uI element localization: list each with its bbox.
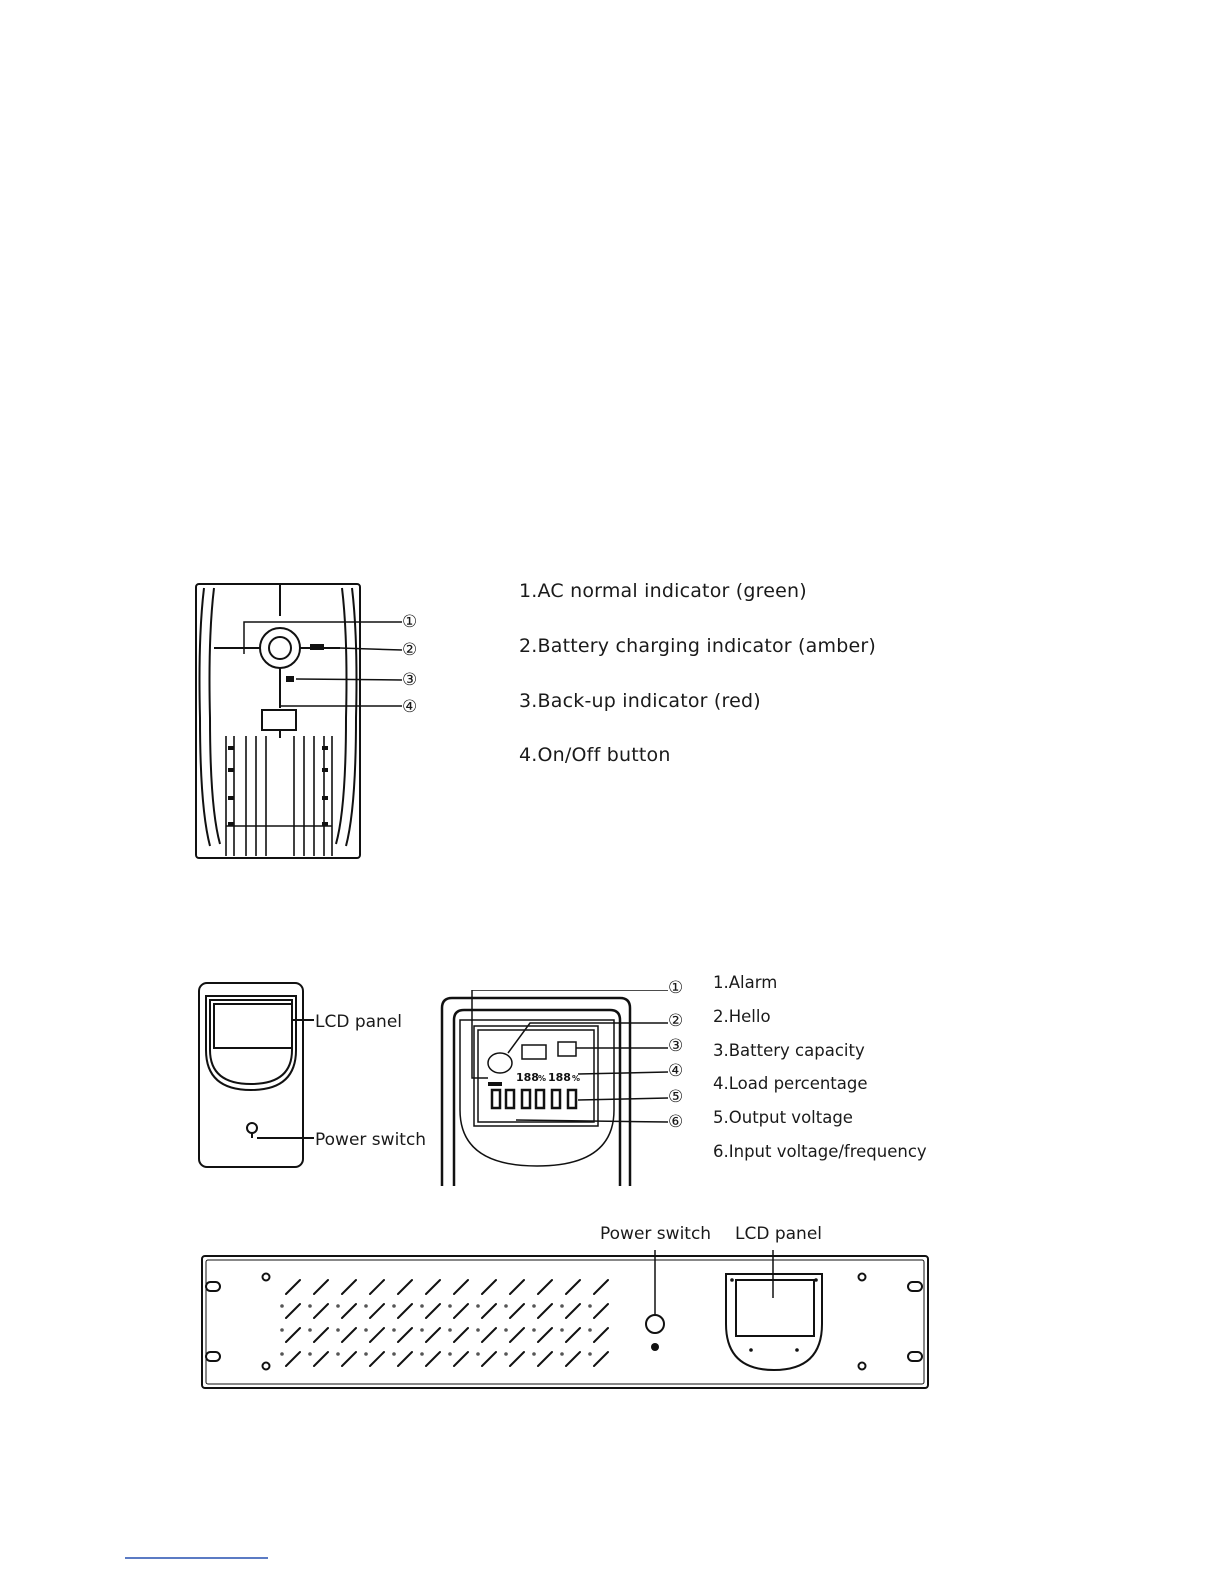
- svg-text:188: 188: [516, 1071, 539, 1084]
- lcd-detail-diagram: [430, 990, 706, 1188]
- callout-2: ②: [402, 640, 418, 660]
- legend-battery-capacity: 3.Battery capacity: [713, 1041, 865, 1060]
- svg-text:188: 188: [548, 1071, 571, 1084]
- legend-load-percentage: 4.Load percentage: [713, 1074, 868, 1093]
- lcd-callout-5: ⑤: [668, 1087, 684, 1107]
- legend-ac-normal-indicator: 1.AC normal indicator (green): [519, 580, 807, 602]
- legend-output-voltage: 5.Output voltage: [713, 1108, 853, 1127]
- callout-4: ④: [402, 697, 418, 717]
- callout-1: ①: [402, 612, 418, 632]
- svg-text:%: %: [572, 1074, 581, 1083]
- lcd-tower-front-diagram: [196, 980, 316, 1170]
- rack-lcd-panel-label: LCD panel: [735, 1224, 823, 1244]
- lcd-callout-3: ③: [668, 1036, 684, 1056]
- lcd-callout-6: ⑥: [668, 1112, 684, 1132]
- rack-front-panel-diagram: [198, 1250, 932, 1394]
- lcd-callout-1: ①: [668, 978, 684, 998]
- lcd-callout-2: ②: [668, 1011, 684, 1031]
- footer-rule: [125, 1557, 268, 1559]
- callout-3: ③: [402, 670, 418, 690]
- rack-power-switch-label: Power switch: [600, 1224, 712, 1244]
- legend-battery-charging-indicator: 2.Battery charging indicator (amber): [519, 635, 876, 657]
- svg-text:%: %: [538, 1074, 547, 1083]
- vent-pattern: [286, 1280, 608, 1366]
- legend-hello: 2.Hello: [713, 1007, 771, 1026]
- lcd-panel-label: LCD panel: [315, 1012, 403, 1032]
- legend-alarm: 1.Alarm: [713, 973, 778, 992]
- power-switch-label: Power switch: [315, 1130, 427, 1150]
- lcd-callout-4: ④: [668, 1061, 684, 1081]
- legend-input-voltage-frequency: 6.Input voltage/frequency: [713, 1142, 927, 1161]
- legend-on-off-button: 4.On/Off button: [519, 744, 671, 766]
- legend-backup-indicator: 3.Back-up indicator (red): [519, 690, 761, 712]
